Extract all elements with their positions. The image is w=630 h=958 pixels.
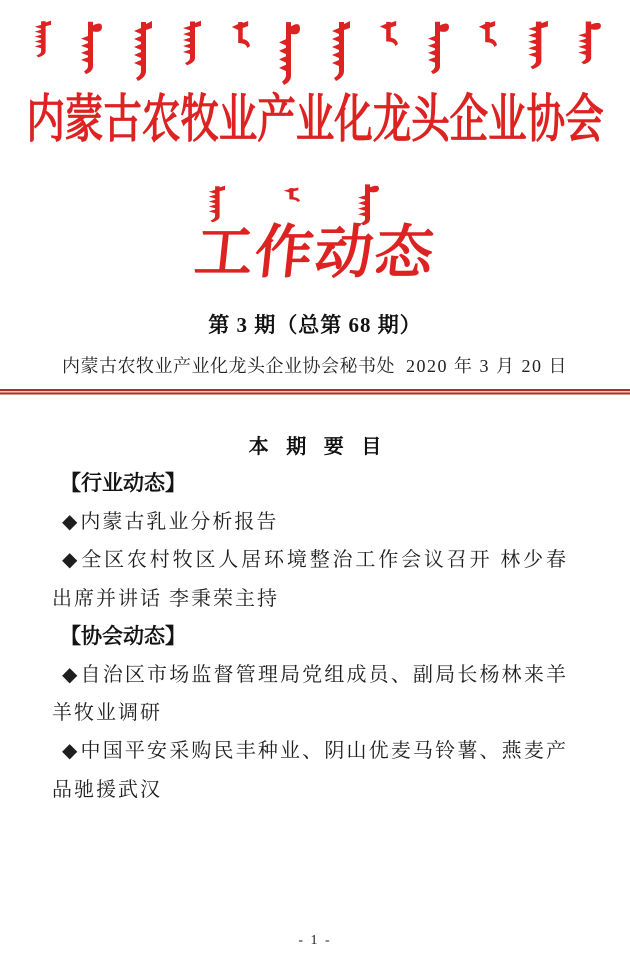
publication-date: 2020 年 3 月 20 日 [406,356,568,376]
toc-item [52,656,568,732]
mongolian-glyph-icon [206,185,226,223]
toc-item [52,503,568,541]
mongolian-glyph-icon [180,20,202,66]
toc-section-label-industry: 【行业动态】 [60,472,186,495]
page-number: - 1 - [298,933,332,948]
mongolian-glyph-icon [79,20,103,75]
toc-item-text: 自治区市场监督管理局党组成员、副局长杨林来羊羊牧业调研 [52,664,568,725]
diamond-bullet-icon: ◆ [62,511,80,534]
org-title: 内蒙古农牧业产业化龙头企业协会 [26,92,604,149]
toc-item-text: 全区农村牧区人居环境整治工作会议召开 林少春出席并讲话 李秉荣主持 [52,549,568,610]
publisher-name: 内蒙古农牧业产业化龙头企业协会秘书处 [62,356,395,376]
mongolian-glyph-icon [378,20,398,46]
toc-item-text: 中国平安采购民丰种业、阴山优麦马铃薯、燕麦产品驰援武汉 [52,740,568,801]
toc-item-text: 内蒙古乳业分析报告 [80,511,279,534]
mongolian-glyph-icon [230,20,250,48]
mongolian-glyph-icon [329,20,351,82]
mongolian-glyph-icon [282,187,300,202]
mongolian-glyph-icon [131,20,153,82]
toc-item [52,732,568,808]
diamond-bullet-icon: ◆ [62,740,80,763]
mongolian-glyph-icon [525,20,549,70]
issue-line: 第 3 期（总第 68 期） [208,313,422,337]
newsletter-title: 工作动态 [191,220,439,285]
toc-body [52,465,568,809]
publisher-row [62,352,568,378]
diamond-bullet-icon: ◆ [62,549,81,572]
masthead-rule [0,389,630,395]
mongolian-glyph-icon [576,20,602,65]
mongolian-glyph-icon [32,20,52,58]
diamond-bullet-icon: ◆ [62,664,80,687]
toc-heading: 本 期 要 目 [248,436,388,458]
mongolian-glyph-icon [426,20,450,75]
mongolian-script-top [32,20,602,92]
mongolian-glyph-icon [277,20,301,86]
toc-item [52,541,568,617]
toc-section-label-association: 【协会动态】 [60,624,186,648]
mongolian-glyph-icon [477,20,497,47]
